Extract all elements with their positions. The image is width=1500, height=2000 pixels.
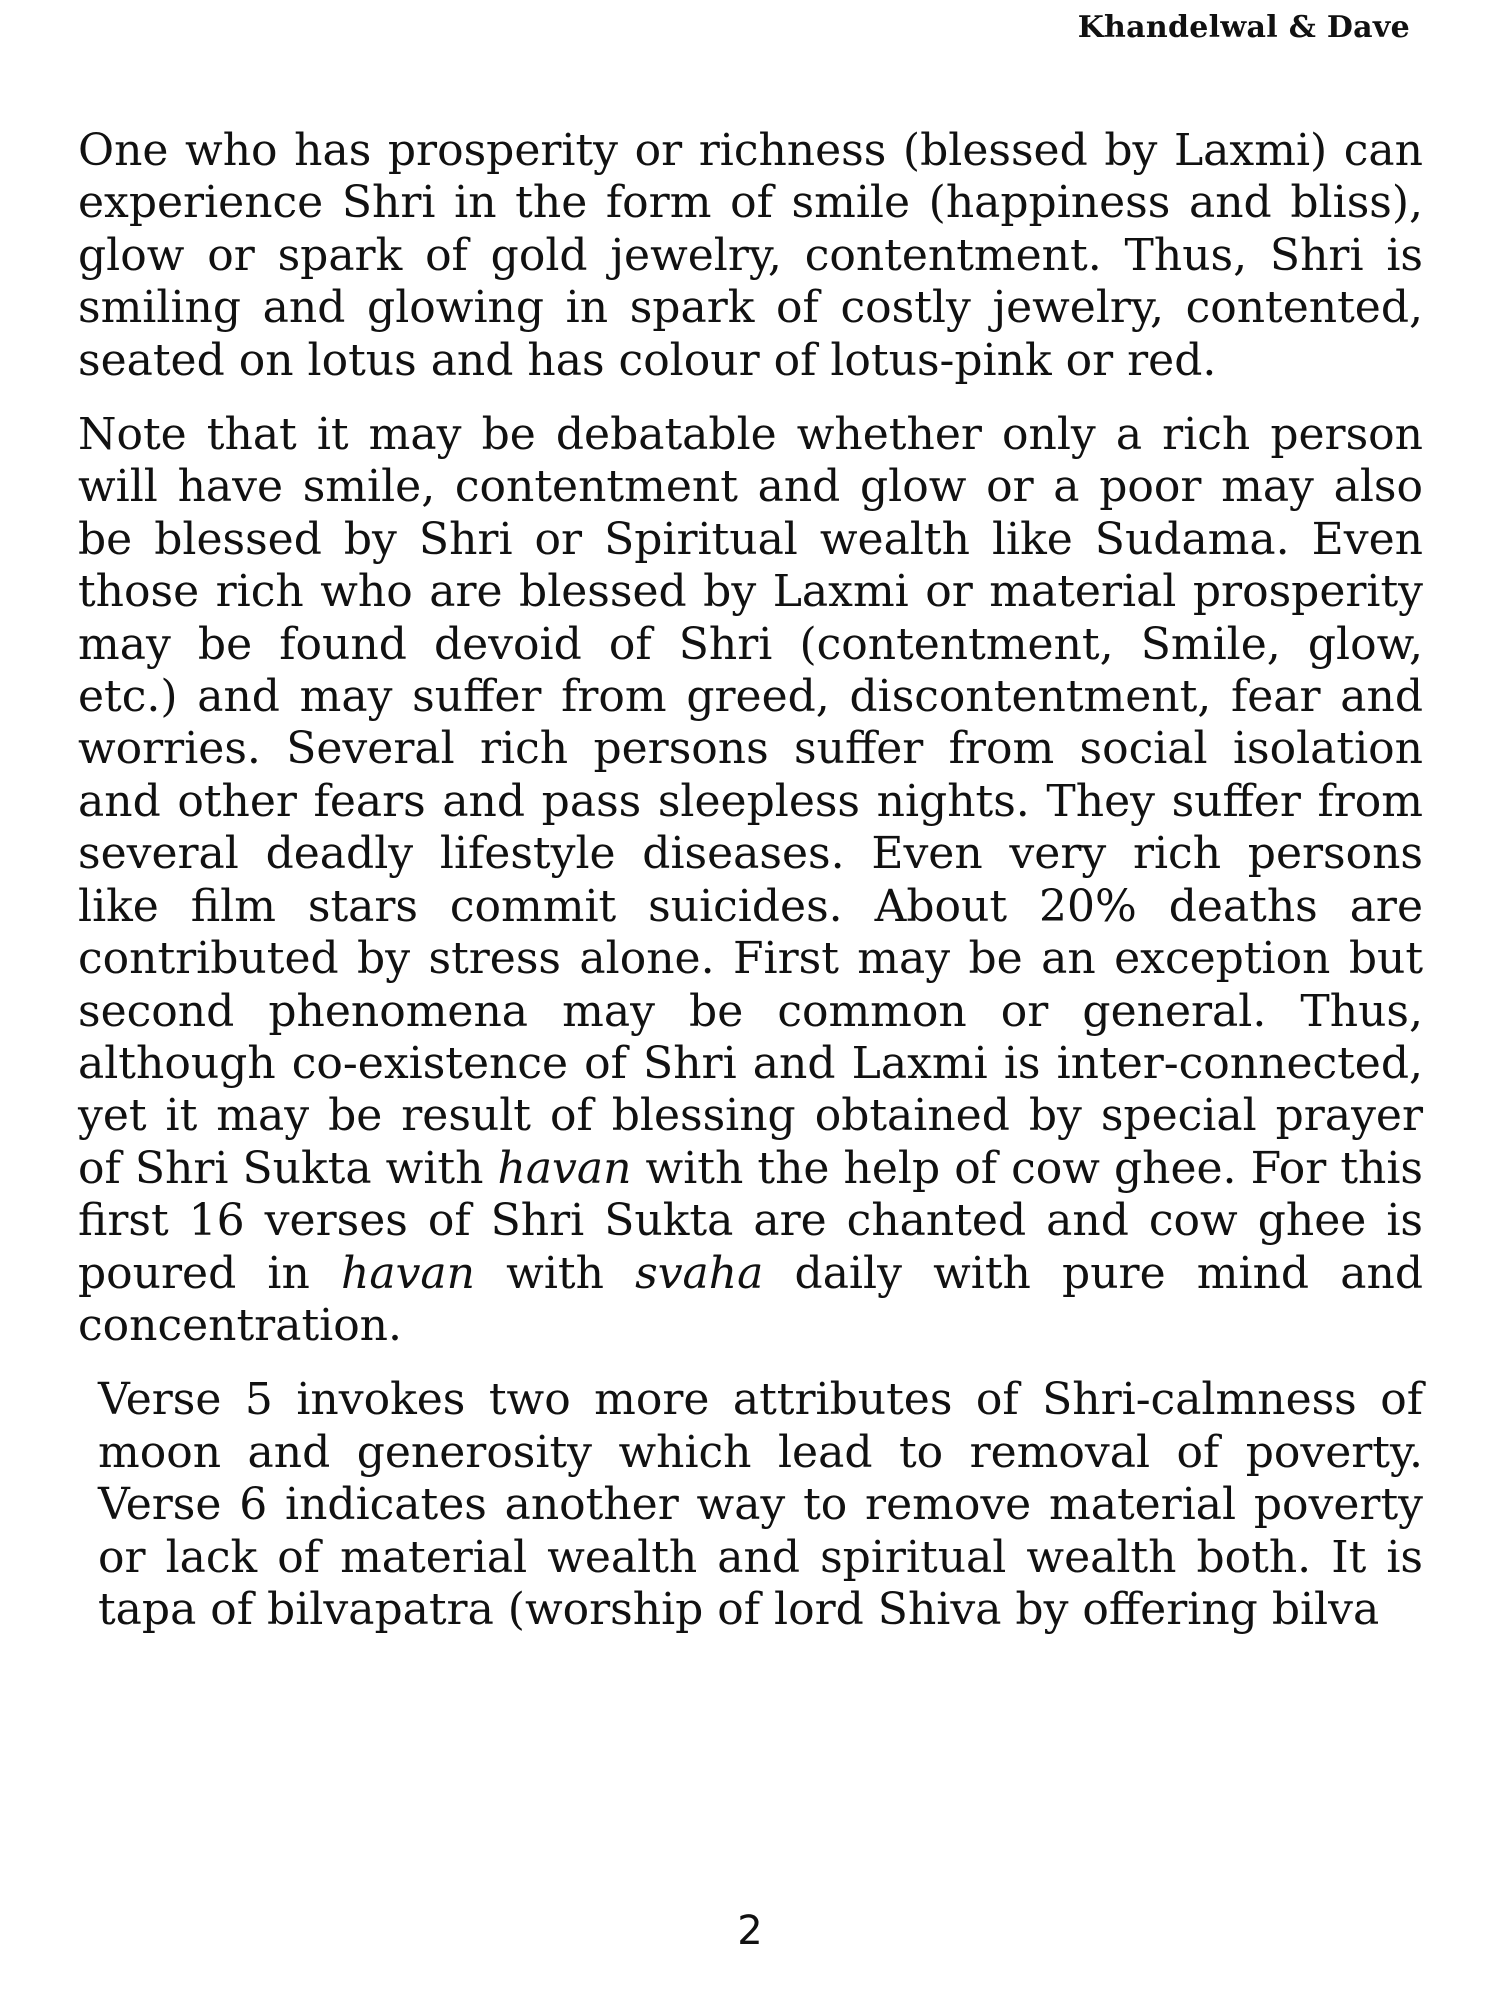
page-number: 2 — [737, 1908, 763, 1954]
paragraph-2 — [78, 409, 1423, 1352]
text-segment: Verse 5 invokes two more attributes of Shri-calmness of moon and generosity which lead to removal of poverty. Verse 6 indicates another way to remove material poverty or lack of material wealth and spiritual wealth both. It is tapa of bilvapatra (worship of lord Shiva by offering bilva — [98, 1374, 1423, 1635]
running-head: Khandelwal & Dave — [1077, 10, 1410, 45]
text-segment: daily with pure mind and concentration. — [78, 1247, 1423, 1351]
paragraph-1 — [78, 125, 1423, 387]
text-segment: Note that it may be debatable whether only a rich person will have smile, contentment and glow or a poor may also be blessed by Shri or Spiritual wealth like Sudama. Even those rich who are blessed by Laxmi or material prosperity may be found devoid of Shri (contentment, Smile, glow, etc.) and may suffer from greed, discontentment, fear and worries. Several rich persons suffer from social isolation and other fears and pass sleepless nights. They suffer from several deadly lifestyle diseases. Even very rich persons like film stars commit suicides. About 20% deaths are contributed by stress alone. First may be an exception but second phenomena may be common or general. Thus, although co-existence of Shri and Laxmi is inter-connected, yet it may be result of blessing obtained by special prayer of Shri Sukta with — [78, 409, 1423, 1194]
paragraph-3 — [78, 1374, 1423, 1636]
text-segment: with — [475, 1247, 636, 1299]
italic-term-svaha: svaha — [635, 1247, 764, 1299]
text-segment: One who has prosperity or richness (blessed by Laxmi) can experience Shri in the form of smile (happiness and bliss), glow or spark of gold jewelry, contentment. Thus, Shri is smiling and glowing in spark of costly jewelry, contented, seated on lotus and has colour of lotus-pink or red. — [78, 125, 1423, 386]
italic-term-havan: havan — [341, 1247, 475, 1299]
body-text — [78, 125, 1423, 1658]
italic-term-havan: havan — [497, 1142, 632, 1194]
text-segment: with the help of cow ghee. For this first 16 verses of Shri Sukta are chanted and cow ghee is poured in — [78, 1142, 1423, 1299]
